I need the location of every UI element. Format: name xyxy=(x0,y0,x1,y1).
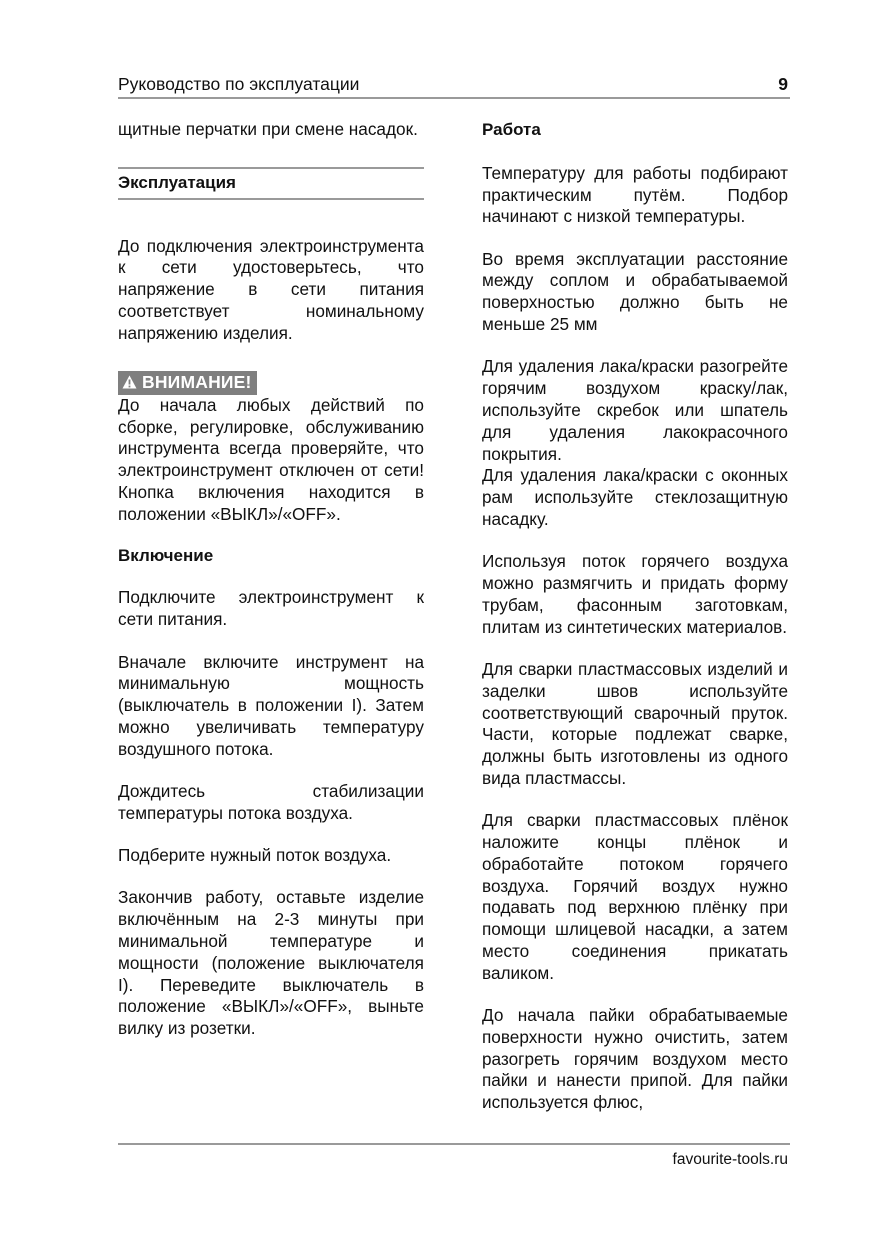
paragraph-minimum-power: Вначале включите инструмент на минимальную мощность (выключатель в положении I). Затем можно увеличивать температуру воздушного потока. xyxy=(118,651,424,759)
paragraph-paint-removal: Для удаления лака/краски разогрейте горячим воздухом краску/лак, используйте скребок или шпатель для удаления лакокрасочного покрытия. xyxy=(482,356,788,464)
warning-label: ВНИМАНИЕ! xyxy=(142,372,252,393)
paragraph-soldering: До начала пайки обрабатываемые поверхности нужно очистить, затем разогреть горячим воздухом место пайки и нанести припой. Для пайки используется флюс, xyxy=(482,1005,788,1113)
page-header xyxy=(118,74,790,98)
section-heading-box xyxy=(118,167,424,200)
paragraph-welding: Для сварки пластмассовых изделий и заделки швов используйте соответствующий сварочный пруток. Части, которые подлежат сварке, должны быть изготовлены из одного вида пластмассы. xyxy=(482,658,788,788)
paragraph-stabilization: Дождитесь стабилизации температуры потока воздуха. xyxy=(118,781,424,823)
paragraph-airflow: Подберите нужный поток воздуха. xyxy=(118,845,392,866)
paragraph-film-welding: Для сварки пластмассовых плёнок наложите концы плёнок и обработайте потоком горячего воздуха. Горячий воздух нужно подавать под верхнюю плёнку при помощи шлицевой насадки, а затем место соединения прикатать валиком. xyxy=(482,810,788,983)
paragraph-distance: Во время эксплуатации расстояние между соплом и обрабатываемой поверхностью должно быть не меньше 25 мм xyxy=(482,248,788,335)
paragraph-temperature: Температуру для работы подбирают практическим путём. Подбор начинают с низкой температуры. xyxy=(482,162,788,227)
header-rule xyxy=(118,97,790,99)
right-column xyxy=(482,119,788,1135)
subheading-work: Работа xyxy=(482,120,541,139)
paragraph-finish-work: Закончив работу, оставьте изделие включённым на 2-3 минуты при минимальной температуре и мощности (положение выключателя I). Переведите выключатель в положение «ВЫКЛ»/«OFF», выньте вилку из розетки. xyxy=(118,887,424,1039)
subheading-switching-on: Включение xyxy=(118,545,214,565)
paragraph-connect: Подключите электроинструмент к сети питания. xyxy=(118,587,424,630)
continuation-paragraph: щитные перчатки при смене насадок. xyxy=(118,119,418,139)
page-number: 9 xyxy=(778,74,788,94)
header-title: Руководство по эксплуатации xyxy=(118,74,360,94)
warning-triangle-icon xyxy=(122,375,137,389)
section-heading-operation: Эксплуатация xyxy=(118,172,236,192)
warning-text: До начала любых действий по сборке, регулировке, обслуживанию инструмента всегда проверяйте, что электроинструмент отключен от сети! Кнопка включения находится в положении «ВЫКЛ»/«OFF». xyxy=(118,394,424,524)
warning-badge xyxy=(118,371,257,395)
footer-website: favourite-tools.ru xyxy=(672,1151,788,1168)
paragraph-window-frames: Для удаления лака/краски с оконных рам используйте стеклозащитную насадку. xyxy=(482,465,788,529)
paragraph-voltage-check: До подключения электроинструмента к сети удостоверьтесь, что напряжение в сети питания соответствует номинальному напряжению изделия. xyxy=(118,235,424,343)
paragraph-shaping: Используя поток горячего воздуха можно размягчить и придать форму трубам, фасонным заготовкам, плитам из синтетических материалов. xyxy=(482,551,788,637)
footer-rule xyxy=(118,1143,790,1145)
left-column xyxy=(118,119,424,1061)
